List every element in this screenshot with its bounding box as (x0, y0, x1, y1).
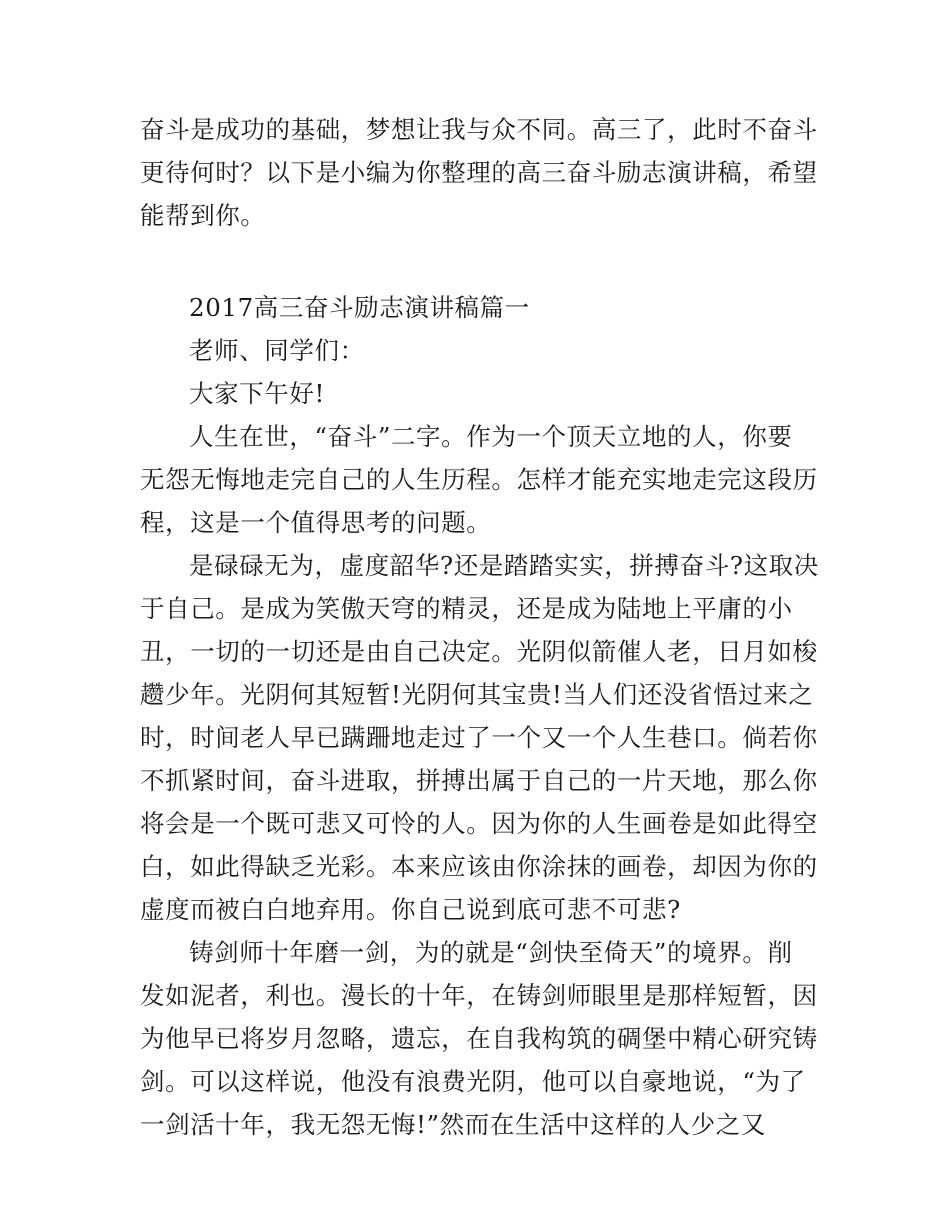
text-line: 虚度而被白白地弃用。你自己说到底可悲不可悲? (140, 895, 681, 924)
text-line: 白，如此得缺乏光彩。本来应该由你涂抹的画卷，却因为你的 (140, 852, 818, 881)
article-title: 2017高三奋斗励志演讲稿篇一 (189, 293, 530, 322)
intro-paragraph (140, 108, 820, 237)
text-line: 更待何时？以下是小编为你整理的高三奋斗励志演讲稿，希望 (140, 158, 818, 187)
text-line: 不抓紧时间，奋斗进取，拼搏出属于自己的一片天地，那么你 (140, 766, 818, 795)
text-line: 无怨无悔地走完自己的人生历程。怎样才能充实地走完这段历 (140, 465, 818, 494)
text-line: 丑，一切的一切还是由自己决定。光阴似箭催人老，日月如梭 (140, 637, 818, 666)
text-line: 奋斗是成功的基础，梦想让我与众不同。高三了，此时不奋斗 (140, 115, 818, 144)
paragraph (140, 544, 820, 931)
text-line: 铸剑师十年磨一剑，为的就是“剑快至倚天”的境界。削 (189, 938, 793, 967)
text-line: 人生在世，“奋斗”二字。作为一个顶天立地的人，你要 (189, 422, 793, 451)
text-line: 发如泥者，利也。漫长的十年，在铸剑师眼里是那样短暂，因 (140, 981, 818, 1010)
salutation: 老师、同学们： (189, 336, 365, 365)
greeting: 大家下午好! (189, 379, 325, 408)
text-line: 剑。可以这样说，他没有浪费光阴，他可以自豪地说，“为了 (140, 1067, 806, 1096)
text-line: 为他早已将岁月忽略，遗忘，在自我构筑的碉堡中精心研究铸 (140, 1024, 818, 1053)
text-line: 一剑活十年，我无怨无悔!”然而在生活中这样的人少之又 (140, 1110, 766, 1139)
paragraph (140, 931, 820, 1146)
text-line: 趱少年。光阴何其短暂!光阴何其宝贵!当人们还没省悟过来之 (140, 680, 814, 709)
text-line: 是碌碌无为，虚度韶华?还是踏踏实实，拼搏奋斗?这取决 (189, 551, 819, 580)
article-body (140, 286, 820, 1146)
paragraph (140, 415, 820, 544)
text-line: 将会是一个既可悲又可怜的人。因为你的人生画卷是如此得空 (140, 809, 818, 838)
text-line: 能帮到你。 (140, 201, 266, 230)
text-line: 时，时间老人早已蹒跚地走过了一个又一个人生巷口。倘若你 (140, 723, 818, 752)
text-line: 于自己。是成为笑傲天穹的精灵，还是成为陆地上平庸的小 (140, 594, 793, 623)
text-line: 程，这是一个值得思考的问题。 (140, 508, 492, 537)
